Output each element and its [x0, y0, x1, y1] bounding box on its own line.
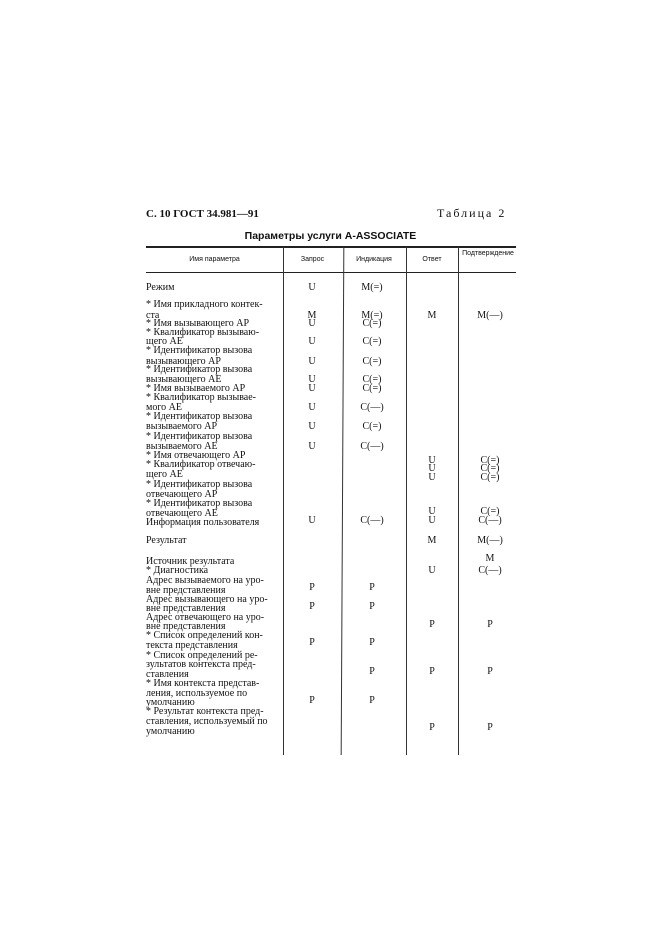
table-top-rule: [146, 246, 516, 248]
table-cell-value: C(—): [360, 402, 384, 413]
column-divider: [283, 247, 284, 755]
parameter-name-line: * Результат контекста пред-: [146, 706, 264, 717]
table-cell-value: U: [308, 282, 316, 293]
table-cell-value: C(=): [480, 506, 500, 517]
table-cell-value: C(—): [478, 565, 502, 576]
parameter-name-line: Адрес вызываемого на уро-: [146, 575, 264, 586]
page-header: С. 10 ГОСТ 34.981—91: [146, 208, 259, 220]
table-cell-value: P: [309, 582, 315, 593]
table-cell-value: P: [309, 695, 315, 706]
column-header-confirmation: Подтверждение: [462, 250, 514, 257]
parameter-name-line: вне представления: [146, 585, 226, 596]
parameter-name-line: мого AE: [146, 402, 183, 413]
parameter-name-line: вне представления: [146, 603, 226, 614]
table-cell-value: P: [429, 722, 435, 733]
table-cell-value: U: [308, 383, 316, 394]
table-cell-value: U: [308, 402, 316, 413]
table-cell-value: P: [429, 666, 435, 677]
column-header-indication: Индикация: [356, 256, 392, 263]
parameter-name-line: * Имя контекста представ-: [146, 678, 260, 689]
table-cell-value: U: [428, 455, 436, 466]
parameter-name-line: * Квалификатор отвечаю-: [146, 459, 256, 470]
table-cell-value: U: [308, 336, 316, 347]
table-cell-value: C(=): [480, 455, 500, 466]
parameter-name-line: * Имя вызываемого AP: [146, 383, 246, 394]
parameter-name-line: Адрес отвечающего на уро-: [146, 612, 265, 623]
table-cell-value: C(—): [360, 515, 384, 526]
table-cell-value: C(=): [362, 318, 382, 329]
table-cell-value: U: [428, 515, 436, 526]
parameter-name-line: Информация пользователя: [146, 517, 260, 528]
table-cell-value: U: [308, 318, 316, 329]
table-cell-value: C(—): [360, 441, 384, 452]
parameter-name-line: * Идентификатор вызова: [146, 411, 253, 422]
parameter-name-line: вызывающего AE: [146, 374, 222, 385]
table-cell-value: M: [307, 310, 317, 321]
parameter-name-line: щего AE: [146, 469, 183, 480]
parameter-name-line: умолчанию: [146, 697, 195, 708]
table-cell-value: P: [487, 619, 493, 630]
table-cell-value: P: [429, 619, 435, 630]
table-cell-value: C(=): [362, 356, 382, 367]
parameter-name-line: Адрес вызывающего на уро-: [146, 594, 268, 605]
table-cell-value: P: [309, 601, 315, 612]
table-cell-value: P: [369, 666, 375, 677]
table-cell-value: U: [428, 506, 436, 517]
parameter-name-line: * Имя вызывающего AP: [146, 318, 250, 329]
parameter-name-line: * Имя прикладного контек-: [146, 299, 263, 310]
table-cell-value: P: [487, 722, 493, 733]
parameter-name-line: щего AE: [146, 336, 183, 347]
parameter-name-line: * Идентификатор вызова: [146, 431, 253, 442]
parameter-name-line: * Имя отвечающего AP: [146, 450, 246, 461]
parameter-name-line: вызывающего AP: [146, 356, 221, 367]
table-cell-value: C(=): [480, 472, 500, 483]
column-divider: [406, 247, 407, 755]
column-divider: [341, 247, 345, 755]
table-cell-value: P: [309, 637, 315, 648]
parameter-name-line: текста представления: [146, 640, 238, 651]
table-number: Таблица 2: [437, 206, 507, 220]
column-header-request: Запрос: [300, 256, 325, 263]
parameter-name-line: * Квалификатор вызываю-: [146, 327, 260, 338]
parameter-name-line: ления, используемое по: [146, 688, 248, 699]
parameter-name-line: * Квалификатор вызывае-: [146, 392, 256, 403]
parameter-name-line: ста: [146, 310, 160, 321]
table-cell-value: C(—): [478, 515, 502, 526]
table-cell-value: U: [308, 515, 316, 526]
table-title: Параметры услуги A-ASSOCIATE: [244, 230, 417, 242]
column-header-name: Имя параметра: [189, 256, 240, 263]
table-cell-value: M(=): [361, 310, 383, 321]
parameter-name-line: вне представления: [146, 621, 226, 632]
parameter-name-line: отвечающего AP: [146, 489, 218, 500]
table-cell-value: P: [369, 601, 375, 612]
table-cell-value: M(—): [477, 310, 503, 321]
table-cell-value: P: [369, 582, 375, 593]
parameter-name-line: * Список определений кон-: [146, 630, 263, 641]
table-cell-value: C(=): [362, 421, 382, 432]
header-bottom-rule: [146, 272, 516, 273]
table-cell-value: U: [428, 565, 436, 576]
table-cell-value: C(=): [362, 336, 382, 347]
parameter-name-line: вызываемого AE: [146, 441, 218, 452]
table-cell-value: U: [308, 421, 316, 432]
parameter-name-line: отвечающего AE: [146, 508, 218, 519]
table-cell-value: C(=): [480, 463, 500, 474]
parameter-name-line: * Список определений ре-: [146, 650, 258, 661]
table-cell-value: C(=): [362, 383, 382, 394]
table-cell-value: U: [308, 374, 316, 385]
parameter-name-line: * Идентификатор вызова: [146, 345, 253, 356]
table-cell-value: M(=): [361, 282, 383, 293]
parameter-name-line: * Идентификатор вызова: [146, 479, 253, 490]
table-cell-value: P: [369, 637, 375, 648]
table-cell-value: U: [308, 356, 316, 367]
column-divider: [458, 247, 459, 755]
table-cell-value: P: [369, 695, 375, 706]
parameter-name-line: умолчанию: [146, 726, 195, 737]
parameter-name-line: * Идентификатор вызова: [146, 364, 253, 375]
parameter-name-line: Результат: [146, 535, 187, 546]
table-cell-value: U: [428, 472, 436, 483]
table-cell-value: M: [485, 553, 495, 564]
table-cell-value: P: [487, 666, 493, 677]
parameter-name-line: ставления: [146, 669, 189, 680]
parameter-name-line: зультатов контекста пред-: [146, 659, 256, 670]
column-header-response: Ответ: [422, 256, 442, 263]
table-cell-value: M: [427, 535, 437, 546]
parameter-name-line: * Идентификатор вызова: [146, 498, 253, 509]
table-cell-value: C(=): [362, 374, 382, 385]
parameter-name-line: * Диагностика: [146, 565, 209, 576]
table-cell-value: M: [427, 310, 437, 321]
parameter-name-line: вызываемого AP: [146, 421, 218, 432]
table-cell-value: M(—): [477, 535, 503, 546]
parameter-name-line: Режим: [146, 282, 175, 293]
parameter-name-line: ставления, используемый по: [146, 716, 268, 727]
table-cell-value: U: [428, 463, 436, 474]
parameter-name-line: Источник результата: [146, 556, 235, 567]
table-cell-value: U: [308, 441, 316, 452]
